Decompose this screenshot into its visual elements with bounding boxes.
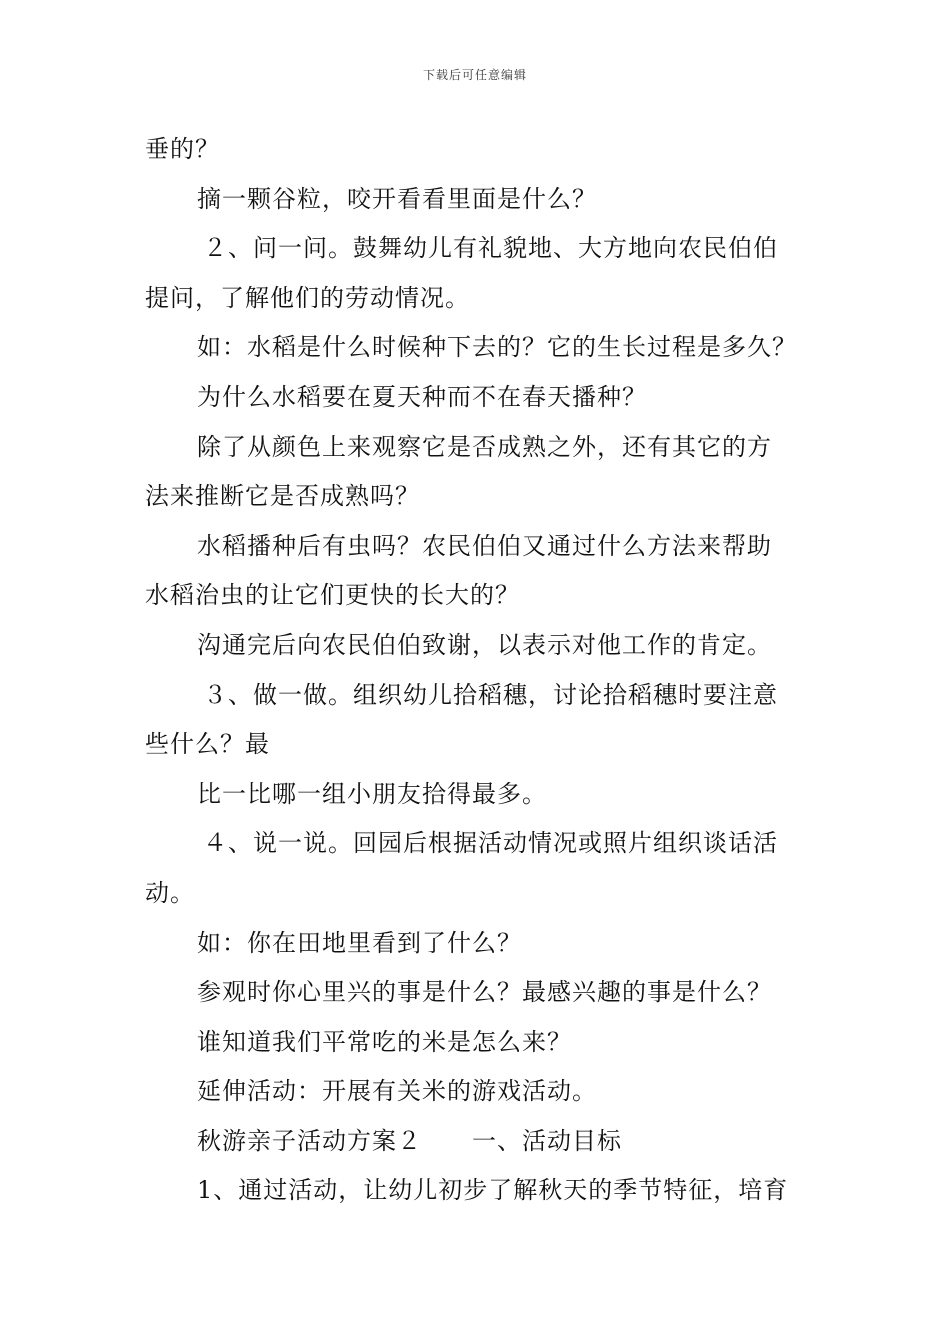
text-line: 为什么水稻要在夏天种而不在春天播种？ xyxy=(197,382,647,411)
text-line: 延伸活动：开展有关米的游戏活动。 xyxy=(197,1077,597,1106)
text-line: 谁知道我们平常吃的米是怎么来？ xyxy=(197,1027,572,1056)
text-line: 参观时你心里兴的事是什么？最感兴趣的事是什么？ xyxy=(197,978,772,1007)
section-heading-line: 秋游亲子活动方案２ 一、活动目标 xyxy=(197,1126,622,1155)
text-line: ４、说一说。回园后根据活动情况或照片组织谈话活 xyxy=(203,829,778,858)
text-line: 些什么？最 xyxy=(145,730,270,759)
text-line: 提问，了解他们的劳动情况。 xyxy=(145,283,470,312)
text-line: ３、做一做。组织幼儿拾稻穗，讨论拾稻穗时要注意 xyxy=(203,680,778,709)
text-line: 如：水稻是什么时候种下去的？它的生长过程是多久？ xyxy=(197,333,797,362)
text-line: 如：你在田地里看到了什么？ xyxy=(197,928,522,957)
text-line: ２、问一问。鼓舞幼儿有礼貌地、大方地向农民伯伯 xyxy=(203,234,778,263)
text-line: 沟通完后向农民伯伯致谢，以表示对他工作的肯定。 xyxy=(197,630,772,659)
document-body xyxy=(145,125,815,1216)
page-header: 下载后可任意编辑 xyxy=(422,68,527,82)
text-line: 1、通过活动，让幼儿初步了解秋天的季节特征，培育 xyxy=(197,1176,789,1205)
text-line: 水稻治虫的让它们更快的长大的？ xyxy=(145,581,520,610)
text-line: 法来推断它是否成熟吗？ xyxy=(145,482,420,511)
text-line: 比一比哪一组小朋友拾得最多。 xyxy=(197,779,547,808)
text-line: 垂的？ xyxy=(145,135,220,163)
text-line: 水稻播种后有虫吗？农民伯伯又通过什么方法来帮助 xyxy=(197,531,772,560)
text-line: 摘一颗谷粒，咬开看看里面是什么？ xyxy=(197,184,597,213)
text-line: 动。 xyxy=(145,878,195,907)
text-line: 除了从颜色上来观察它是否成熟之外，还有其它的方 xyxy=(197,432,772,461)
